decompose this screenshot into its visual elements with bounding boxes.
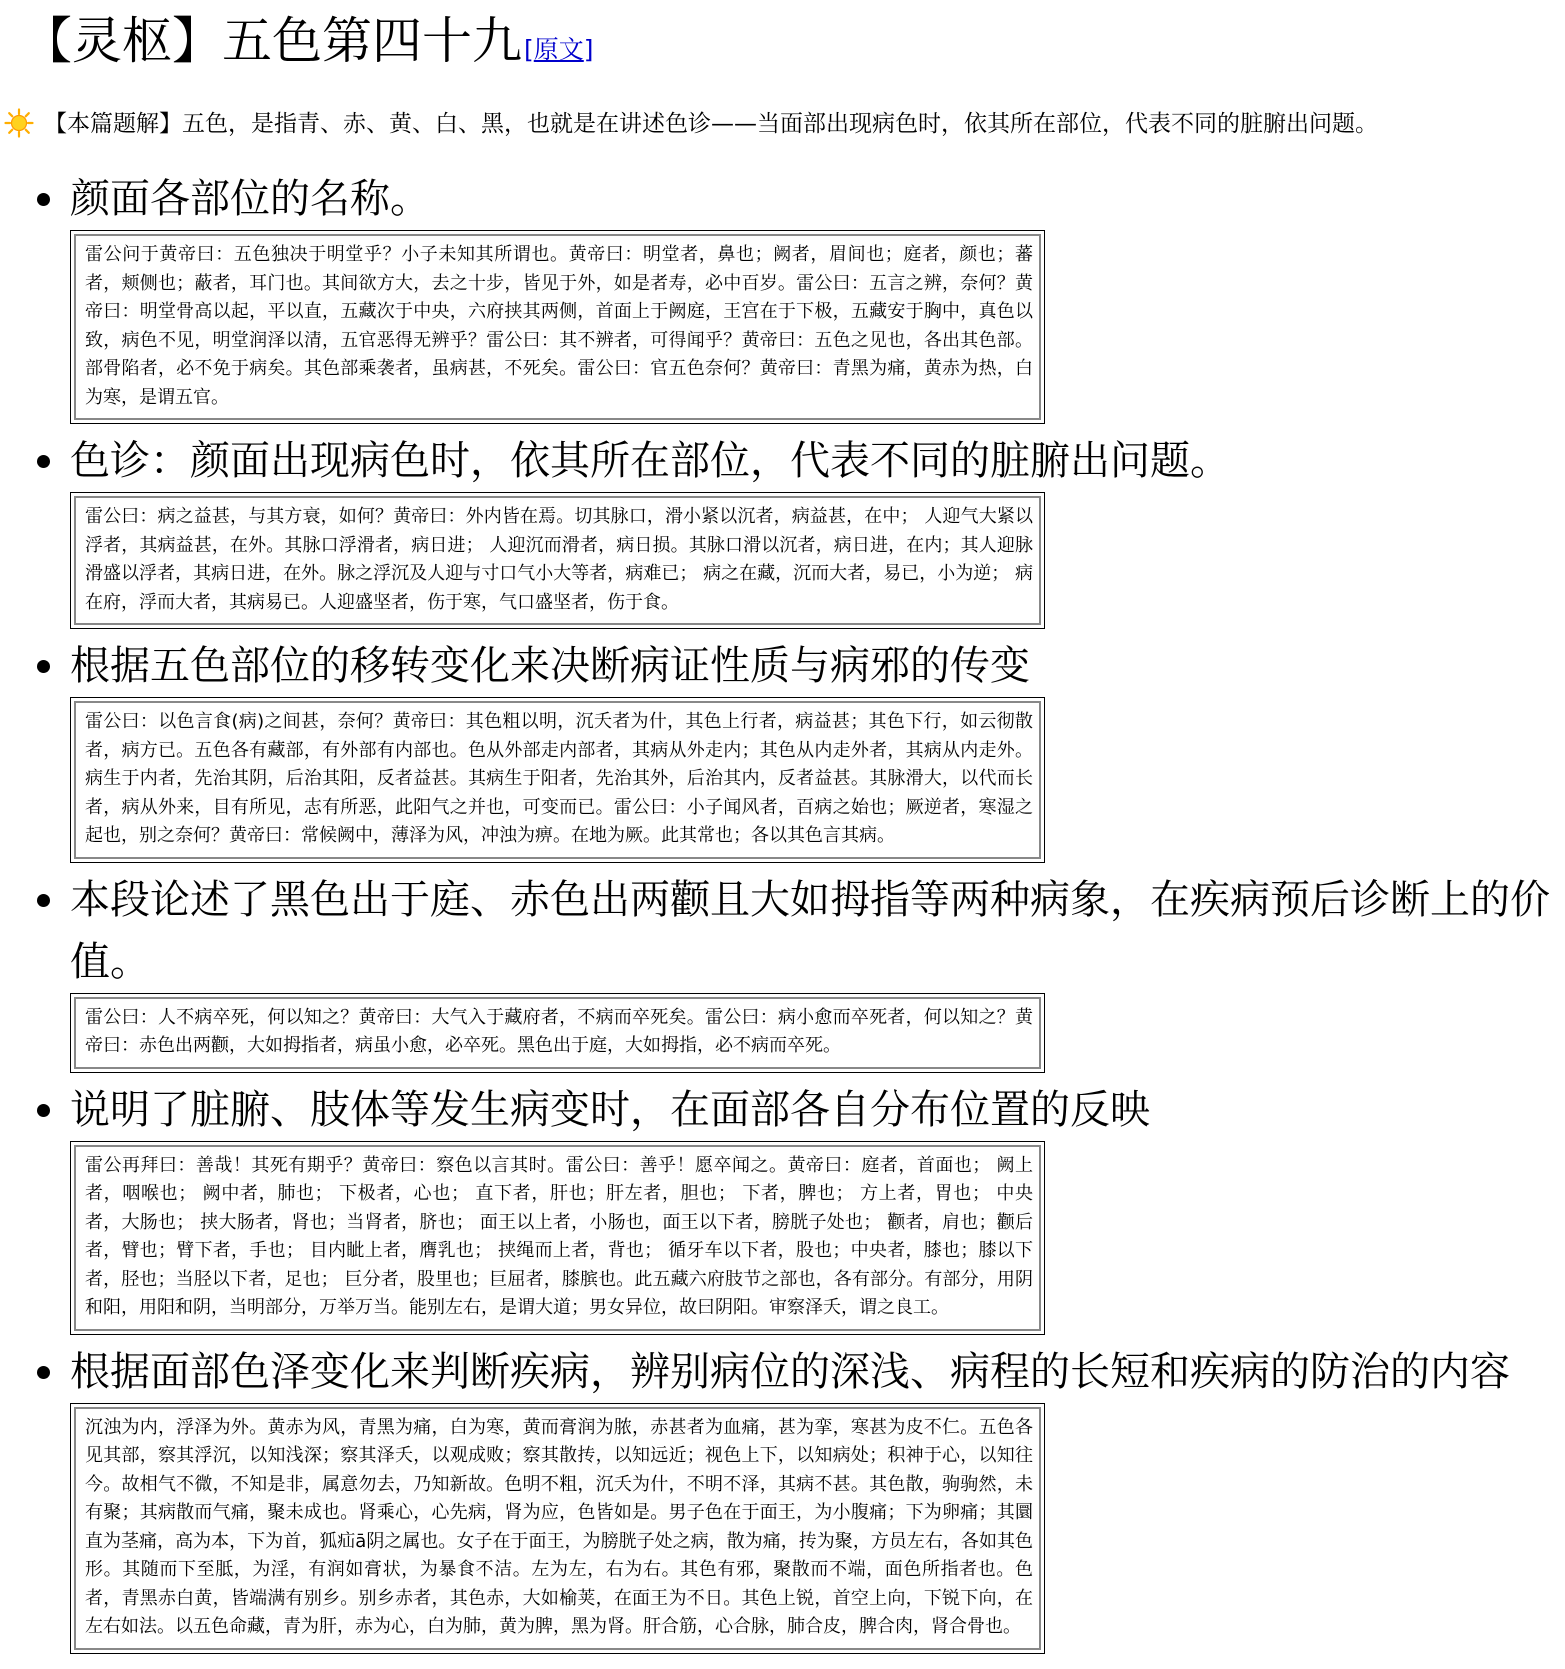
- sun-icon: [4, 108, 34, 138]
- quote-text: 雷公问于黄帝曰：五色独决于明堂乎？小子未知其所谓也。黄帝曰：明堂者，鼻也；阙者，眉间也；庭者，颜也；蕃者，颊侧也；蔽者，耳门也。其间欲方大，去之十步，皆见于外，如是者寿，必中百岁。雷公曰：五言之辨，奈何？黄帝曰：明堂骨高以起，平以直，五藏次于中央，六府挟其两侧，首面上于阙庭，王宫在于下极，五藏安于胸中，真色以致，病色不见，明堂润泽以清，五官恶得无辨乎？雷公曰：其不辨者，可得闻乎？黄帝曰：五色之见也，各出其色部。部骨陷者，必不免于病矣。其色部乘袭者，虽病甚，不死矣。雷公曰：官五色奈何？黄帝曰：青黑为痛，黄赤为热，白为寒，是谓五官。: [74, 234, 1041, 420]
- bullet-icon: [37, 1366, 50, 1379]
- section-heading: 颜面各部位的名称。: [70, 176, 430, 222]
- quote-text: 雷公曰：病之益甚，与其方衰，如何？黄帝曰：外内皆在焉。切其脉口，滑小紧以沉者，病益甚，在中； 人迎气大紧以浮者，其病益甚，在外。其脉口浮滑者，病日进； 人迎沉而滑者，病日损。其脉口滑以沉者，病日进，在内；其人迎脉滑盛以浮者，其病日进，在外。脉之浮沉及人迎与寸口气小大等者，病难已； 病之在藏，沉而大者，易已，小为逆； 病在府，浮而大者，其病易已。人迎盛坚者，伤于寒，气口盛坚者，伤于食。: [74, 496, 1041, 625]
- section-prognosis: [0, 869, 1565, 1073]
- quote-text: 雷公曰：以色言食(病)之间甚，奈何？黄帝曰：其色粗以明，沉夭者为什，其色上行者，病益甚；其色下行，如云彻散者，病方已。五色各有藏部，有外部有内部也。色从外部走内部者，其病从外走内；其色从内走外者，其病从内走外。病生于内者，先治其阴，后治其阳，反者益甚。其病生于阳者，先治其外，后治其内，反者益甚。其脉滑大，以代而长者，病从外来，目有所见，志有所恶，此阳气之并也，可变而已。雷公曰：小子闻风者，百病之始也；厥逆者，寒湿之起也，别之奈何？黄帝曰：常候阙中，薄泽为风，冲浊为痹。在地为厥。此其常也；各以其色言其病。: [74, 701, 1041, 859]
- section-organ-mapping: [0, 1079, 1565, 1335]
- section-color-diagnosis: [0, 430, 1565, 629]
- section-face-regions: [0, 168, 1565, 424]
- quote-text: 雷公再拜曰：善哉！其死有期乎？黄帝曰：察色以言其时。雷公曰：善乎！愿卒闻之。黄帝曰：庭者，首面也； 阙上者，咽喉也； 阙中者，肺也； 下极者，心也； 直下者，肝也；肝左者，胆也； 下者，脾也； 方上者，胃也； 中央者，大肠也； 挟大肠者，肾也；当肾者，脐也； 面王以上者，小肠也，面王以下者，膀胱子处也； 颧者，肩也；颧后者，臂也；臂下者，手也； 目内眦上者，膺乳也； 挟绳而上者，背也； 循牙车以下者，股也；中央者，膝也；膝以下者，胫也；当胫以下者，足也； 巨分者，股里也；巨屈者，膝膑也。此五藏六府肢节之部也，各有部分。有部分，用阴和阳，用阳和阴，当明部分，万举万当。能别左右，是谓大道；男女异位，故曰阴阳。审察泽夭，谓之良工。: [74, 1145, 1041, 1331]
- bullet-icon: [37, 660, 50, 673]
- page-title: [22, 6, 594, 85]
- quote-text: 雷公曰：人不病卒死，何以知之？黄帝曰：大气入于藏府者，不病而卒死矣。雷公曰：病小愈而卒死者，何以知之？黄帝曰：赤色出两颧，大如拇指者，病虽小愈，必卒死。黑色出于庭，大如拇指，必不病而卒死。: [74, 997, 1041, 1069]
- section-heading: 说明了脏腑、肢体等发生病变时，在面部各自分布位置的反映: [70, 1086, 1150, 1133]
- section-heading: 色诊：颜面出现病色时，依其所在部位，代表不同的脏腑出问题。: [70, 438, 1230, 484]
- quote-box: [70, 1403, 1045, 1654]
- bullet-icon: [37, 1104, 50, 1117]
- page-title-text: 【灵枢】五色第四十九: [22, 12, 522, 70]
- quote-text: 沉浊为内，浮泽为外。黄赤为风，青黑为痛，白为寒，黄而膏润为脓，赤甚者为血痛，甚为挛，寒甚为皮不仁。五色各见其部，察其浮沉，以知浅深；察其泽夭，以观成败；察其散抟，以知远近；视色上下，以知病处；积神于心，以知往今。故相气不微，不知是非，属意勿去，乃知新故。色明不粗，沉夭为什，不明不泽，其病不甚。其色散，驹驹然，未有聚；其病散而气痛，聚未成也。肾乘心，心先病，肾为应，色皆如是。男子色在于面王，为小腹痛；下为卵痛；其圜直为茎痛，高为本，下为首，狐疝ā阴之属也。女子在于面王，为膀胱子处之病，散为痛，抟为聚，方员左右，各如其色形。其随而下至胝，为淫，有润如膏状，为暴食不洁。左为左，右为右。其色有邪，聚散而不端，面色所指者也。色者，青黑赤白黄，皆端满有别乡。别乡赤者，其色赤，大如榆荚，在面王为不日。其色上锐，首空上向，下锐下向，在左右如法。以五色命藏，青为肝，赤为心，白为肺，黄为脾，黑为肾。肝合筋，心合脉，肺合皮，脾合肉，肾合骨也。: [74, 1407, 1041, 1650]
- quote-box: [70, 697, 1045, 863]
- quote-box: [70, 993, 1045, 1073]
- section-heading: 根据面部色泽变化来判断疾病，辨别病位的深浅、病程的长短和疾病的防治的内容: [70, 1348, 1510, 1395]
- section-list: [0, 168, 1565, 1660]
- bullet-icon: [37, 894, 50, 907]
- chapter-intro: [4, 104, 1559, 144]
- bullet-icon: [37, 193, 50, 206]
- section-heading: 根据五色部位的移转变化来决断病证性质与病邪的传变: [70, 643, 1030, 689]
- bullet-icon: [37, 455, 50, 468]
- source-text-link[interactable]: [原文]: [524, 35, 594, 64]
- section-heading: 本段论述了黑色出于庭、赤色出两颧且大如拇指等两种病象，在疾病预后诊断上的价值。: [70, 876, 1550, 985]
- quote-box: [70, 230, 1045, 424]
- section-color-shift: [0, 635, 1565, 863]
- quote-box: [70, 492, 1045, 629]
- intro-text: 【本篇题解】五色，是指青、赤、黄、白、黑，也就是在讲述色诊——当面部出现病色时，依其所在部位，代表不同的脏腑出问题。: [44, 111, 1378, 137]
- section-complexion-changes: [0, 1341, 1565, 1654]
- quote-box: [70, 1141, 1045, 1335]
